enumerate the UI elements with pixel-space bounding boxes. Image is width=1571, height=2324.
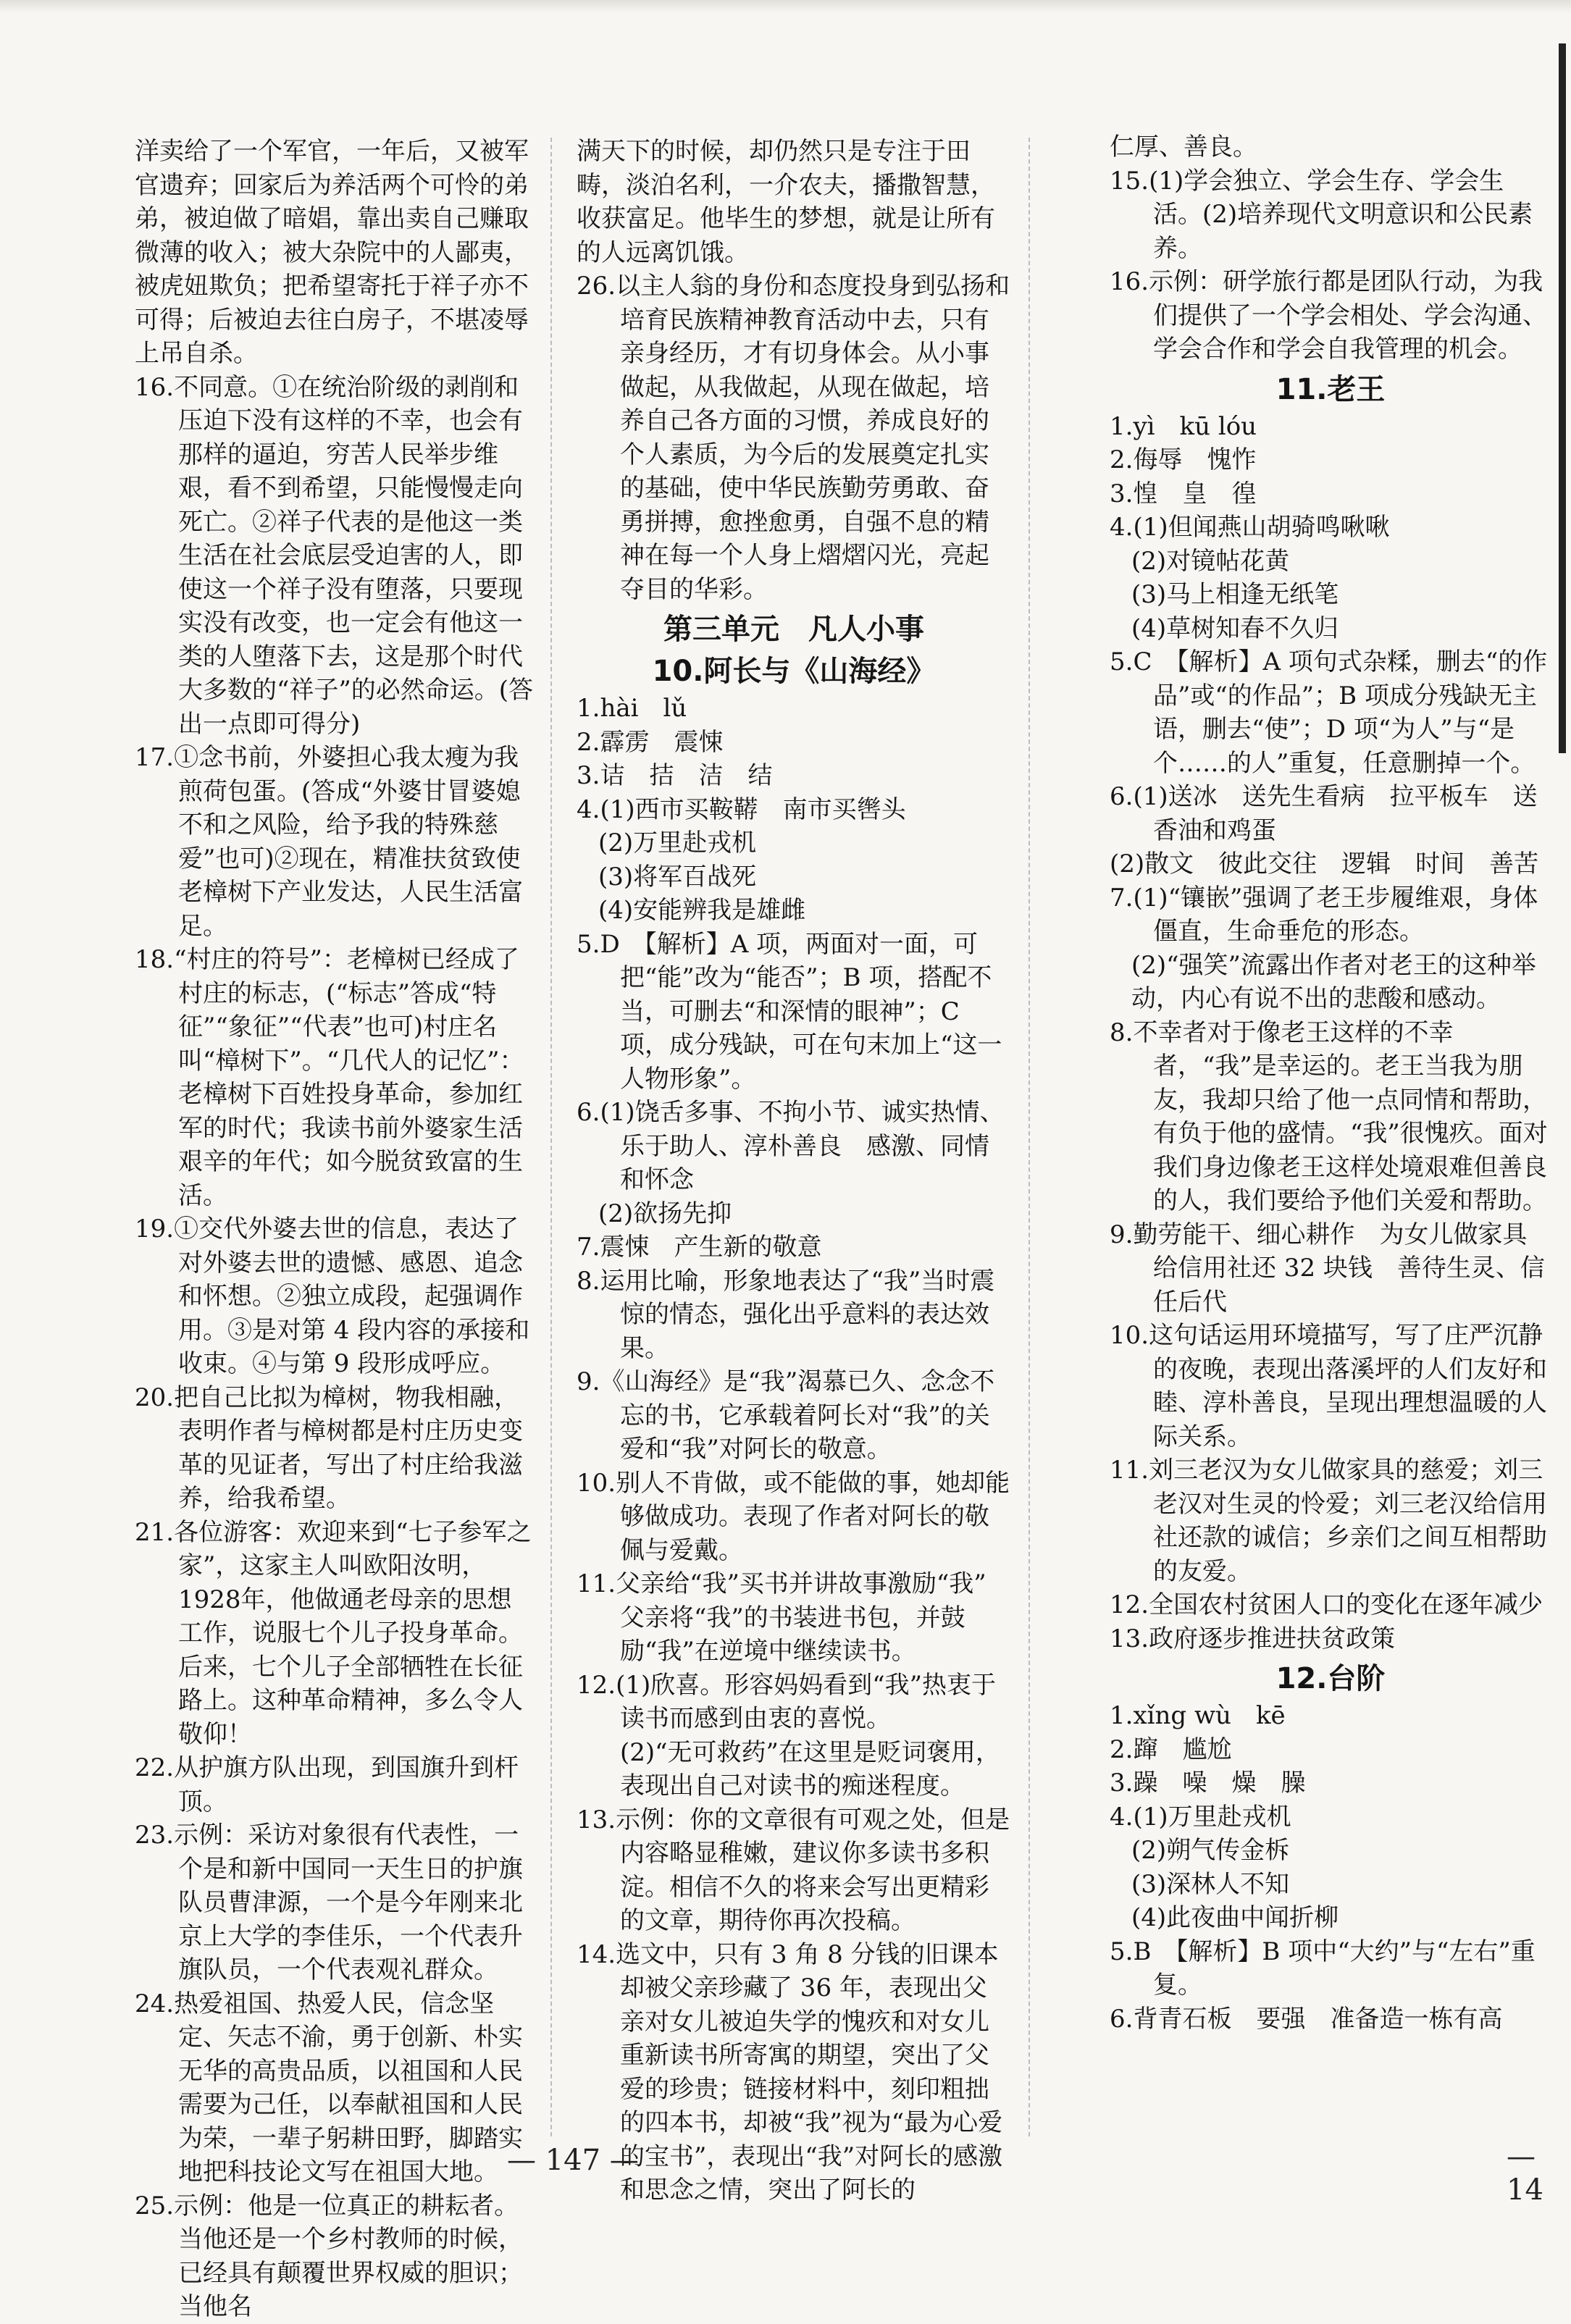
- answer-item-col3-11: 5.C 【解析】A 项句式杂糅，删去“的作品”或“的作品”；B 项成分残缺无主语，删去“使”；D 项“为人”与“是个……的人”重复，任意删掉一个。: [1110, 647, 1548, 778]
- answer-item-col3-25: 3.躁 噪 燥 臊: [1110, 1769, 1306, 1797]
- answer-item-col3-20: 12.全国农村贫困人口的变化在逐年减少: [1110, 1590, 1543, 1619]
- answer-item-col3-15: (2)“强笑”流露出作者对老王的这种举动，内心有说不出的悲酸和感动。: [1131, 950, 1536, 1013]
- answer-item-col3-10: (4)草树知春不久归: [1131, 613, 1339, 643]
- answer-item-col2-12: 6.(1)饶舌多事、不拘小节、诚实热情、乐于助人、淳朴善良 感激、同情和怀念: [577, 1098, 1005, 1194]
- answer-item-col3-5: 2.侮辱 愧怍: [1110, 445, 1257, 474]
- page-edge-mark: [1559, 43, 1566, 753]
- answer-item-col1-0: 洋卖给了一个军官，一年后，又被军官遗弃；回家后为养活两个可怜的弟弟，被迫做了暗娼，靠出卖自己赚取微薄的收入；被大杂院中的人鄙夷，被虎妞欺负；把希望寄托于祥子亦不可得；后被迫去往白房子，不堪凌辱上吊自杀。: [135, 137, 529, 368]
- column-divider-2: [1029, 138, 1030, 2136]
- answer-item-col3-27: (2)朔气传金柝: [1131, 1836, 1290, 1865]
- answer-item-col2-16: 9.《山海经》是“我”渴慕已久、念念不忘的书，它承载着阿长对“我”的关爱和“我”对阿长的敬意。: [577, 1367, 995, 1464]
- answer-item-col3-18: 10.这句话运用环境描写，写了庄严沉静的夜晚，表现出落溪坪的人们友好和睦、淳朴善良，呈现出理想温暖的人际关系。: [1110, 1321, 1547, 1451]
- answer-item-col2-10: (4)安能辨我是雄雌: [598, 896, 806, 925]
- answer-item-col2-22: 14.选文中，只有 3 角 8 分钱的旧课本却被父亲珍藏了 36 年，表现出父亲对女儿被迫失学的愧疚和对女儿重新读书所寄寓的期望，突出了父爱的珍贵；链接材料中，刻印粗拙的四本书，却被“我”视为“最为心爱的宝书”，表现出“我”对阿长的感激和思念之情，突出了阿长的: [577, 1939, 1003, 2205]
- answer-item-col3-17: 9.勤劳能干、细心耕作 为女儿做家具 给信用社还 32 块钱 善待生灵、信任后代: [1110, 1220, 1552, 1317]
- answer-item-col3-28: (3)深林人不知: [1131, 1869, 1290, 1899]
- answer-item-col2-6: 3.诘 拮 洁 结: [577, 761, 773, 790]
- answer-item-col3-21: 13.政府逐步推进扶贫政策: [1110, 1624, 1396, 1653]
- answer-item-col3-24: 2.蹿 尴尬: [1110, 1734, 1232, 1764]
- heading-col2-2: 第三单元 凡人小事: [663, 613, 924, 646]
- answer-item-col2-13: (2)欲扬先抑: [598, 1199, 732, 1228]
- answer-item-col3-13: (2)散文 彼此交往 逻辑 时间 善苦: [1110, 850, 1539, 878]
- answer-item-col1-1: 16.不同意。①在统治阶级的剥削和压迫下没有这样的不幸，也会有那样的逼迫，穷苦人民举步维艰，看不到希望，只能慢慢走向死亡。②祥子代表的是他这一类生活在社会底层受迫害的人，即使这一个祥子没有堕落，只要现实没有改变，也一定会有他这一类的人堕落下去，这是那个时代大多数的“祥子”的必然命运。(答出一点即可得分): [135, 372, 534, 739]
- answer-item-col3-6: 3.惶 皇 徨: [1110, 479, 1257, 508]
- answer-item-col2-15: 8.运用比喻，形象地表达了“我”当时震惊的情态，强化出乎意料的表达效果。: [577, 1266, 995, 1363]
- page-number-right: — 14: [1507, 2140, 1543, 2207]
- answer-item-col2-7: 4.(1)西市买鞍鞯 南市买辔头: [577, 794, 906, 824]
- answer-item-col3-1: 15.(1)学会独立、学会生存、学会生活。(2)培养现代文明意识和公民素养。: [1110, 166, 1533, 263]
- heading-col3-3: 11.老王: [1275, 372, 1386, 406]
- answer-item-col1-8: 23.示例：采访对象很有代表性，一个是和新中国同一天生日的护旗队员曹津源，一个是今年刚来北京上大学的李佳乐，一个代表升旗队员，一个代表观礼群众。: [135, 1821, 523, 1984]
- page-number-left: — 147 —: [507, 2144, 639, 2177]
- answer-item-col2-18: 11.父亲给“我”买书并讲故事激励“我” 父亲将“我”的书装进书包，并鼓励“我”在逆境中继续读书。: [577, 1569, 1011, 1666]
- answer-item-col3-30: 5.B 【解析】B 项中“大约”与“左右”重复。: [1110, 1937, 1536, 2000]
- answer-item-col2-0: 满天下的时候，却仍然只是专注于田畴，淡泊名利，一介农夫，播撒智慧，收获富足。他毕生的梦想，就是让所有的人远离饥饿。: [577, 137, 995, 267]
- answer-item-col3-0: 仁厚、善良。: [1110, 133, 1257, 161]
- column-middle: [577, 135, 1011, 2207]
- answer-item-col3-4: 1.yì kū lóu: [1110, 411, 1257, 441]
- answer-item-col2-5: 2.霹雳 震悚: [577, 727, 724, 757]
- answer-item-col2-17: 10.别人不肯做，或不能做的事，她却能够做成功。表现了作者对阿长的敬佩与爱戴。: [577, 1468, 1010, 1565]
- heading-col3-22: 12.台阶: [1275, 1662, 1386, 1695]
- answer-item-col2-20: (2)“无可救药”在这里是贬词褒用，表现出自己对读书的痴迷程度。: [620, 1737, 1000, 1800]
- answer-item-col1-10: 25.示例：他是一位真正的耕耘者。当他还是一个乡村教师的时候，已经具有颠覆世界权威的胆识；当他名: [135, 2191, 523, 2321]
- heading-col2-3: 10.阿长与《山海经》: [652, 655, 936, 688]
- answer-item-col3-12: 6.(1)送冰 送先生看病 拉平板车 送香油和鸡蛋: [1110, 782, 1538, 845]
- answer-item-col1-3: 18.“村庄的符号”：老樟树已经成了村庄的标志，(“标志”答成“特征”“象征”“代表”也可)村庄名叫“樟树下”。“几代人的记忆”：老樟树下百姓投身革命，参加红军的时代；我读书前外婆家生活艰辛的年代；如今脱贫致富的生活。: [135, 945, 524, 1210]
- answer-item-col3-14: 7.(1)“镶嵌”强调了老王步履维艰，身体僵直，生命垂危的形态。: [1110, 883, 1538, 946]
- column-divider-1: [550, 138, 552, 2136]
- answer-item-col1-6: 21.各位游客：欢迎来到“七子参军之家”，这家主人叫欧阳汝明，1928年，他做通老母亲的思想工作，说服七个儿子投身革命。后来，七个儿子全部牺牲在长征路上。这种革命精神，多么令人敬仰！: [135, 1517, 532, 1749]
- answer-item-col3-19: 11.刘三老汉为女儿做家具的慈爱；刘三老汉对生灵的怜爱；刘三老汉给信用社还款的诚信；乡亲们之间互相帮助的友爱。: [1110, 1456, 1547, 1586]
- column-left: [135, 135, 535, 2324]
- answer-item-col1-2: 17.①念书前，外婆担心我太瘦为我煎荷包蛋。(答成“外婆甘冒婆媳不和之风险，给予我的特殊慈爱”也可)②现在，精准扶贫致使老樟树下产业发达，人民生活富足。: [135, 743, 523, 941]
- answer-item-col3-31: 6.背青石板 要强 准备造一栋有高: [1110, 2004, 1503, 2034]
- answer-item-col2-4: 1.hài lǔ: [577, 694, 687, 723]
- answer-item-col3-23: 1.xǐng wù kē: [1110, 1701, 1286, 1730]
- column-right: [1110, 130, 1551, 2036]
- answer-item-col3-2: 16.示例：研学旅行都是团队行动，为我们提供了一个学会相处、学会沟通、学会合作和学会自我管理的机会。: [1110, 267, 1547, 364]
- answer-item-col2-1: 26.以主人翁的身份和态度投身到弘扬和培育民族精神教育活动中去，只有亲身经历，才有切身体会。从小事做起，从我做起，从现在做起，培养自己各方面的习惯，养成良好的个人素质，为今后的发展奠定扎实的基础，使中华民族勤劳勇敢、奋勇拼搏，愈挫愈勇，自强不息的精神在每一个人身上熠熠闪光，亮起夺目的华彩。: [577, 272, 1010, 604]
- answer-item-col3-8: (2)对镜帖花黄: [1131, 546, 1290, 576]
- answer-item-col2-9: (3)将军百战死: [598, 862, 757, 892]
- top-edge: [0, 0, 1571, 13]
- answer-item-col3-29: (4)此夜曲中闻折柳: [1131, 1903, 1339, 1932]
- answer-item-col3-16: 8.不幸者对于像老王这样的不幸者，“我”是幸运的。老王当我为朋友，我却只给了他一点同情和帮助，有负于他的盛情。“我”很愧疚。面对我们身边像老王这样处境艰难但善良的人，我们要给予他们关爱和帮助。: [1110, 1018, 1548, 1215]
- answer-item-col3-26: 4.(1)万里赴戎机: [1110, 1802, 1291, 1832]
- answer-item-col2-14: 7.震悚 产生新的敬意: [577, 1233, 822, 1262]
- answer-item-col2-8: (2)万里赴戎机: [598, 828, 757, 857]
- answer-item-col1-5: 20.把自己比拟为樟树，物我相融，表明作者与樟树都是村庄历史变革的见证者，写出了村庄给我滋养，给我希望。: [135, 1383, 523, 1513]
- answer-item-col3-7: 4.(1)但闻燕山胡骑鸣啾啾: [1110, 513, 1390, 542]
- answer-item-col1-9: 24.热爱祖国、热爱人民，信念坚定、矢志不渝，勇于创新、朴实无华的高贵品质，以祖国和人民需要为己任，以奉献祖国和人民为荣，一辈子躬耕田野，脚踏实地把科技论文写在祖国大地。: [135, 1989, 523, 2186]
- answer-item-col2-19: 12.(1)欣喜。形容妈妈看到“我”热衷于读书而感到由衷的喜悦。: [577, 1670, 996, 1733]
- answer-item-col2-11: 5.D 【解析】A 项，两面对一面，可把“能”改为“能否”；B 项，搭配不当，可删去“和深情的眼神”；C 项，成分残缺，可在句末加上“这一人物形象”。: [577, 929, 1002, 1094]
- answer-item-col3-9: (3)马上相逢无纸笔: [1131, 580, 1339, 609]
- answer-item-col1-4: 19.①交代外婆去世的信息，表达了对外婆去世的遗憾、感恩、追念和怀想。②独立成段，起强调作用。③是对第 4 段内容的承接和收束。④与第 9 段形成呼应。: [135, 1215, 530, 1378]
- answer-item-col2-21: 13.示例：你的文章很有可观之处，但是内容略显稚嫩，建议你多读书多积淀。相信不久的将来会写出更精彩的文章，期待你再次投稿。: [577, 1805, 1010, 1935]
- answer-item-col1-7: 22.从护旗方队出现，到国旗升到杆顶。: [135, 1753, 519, 1816]
